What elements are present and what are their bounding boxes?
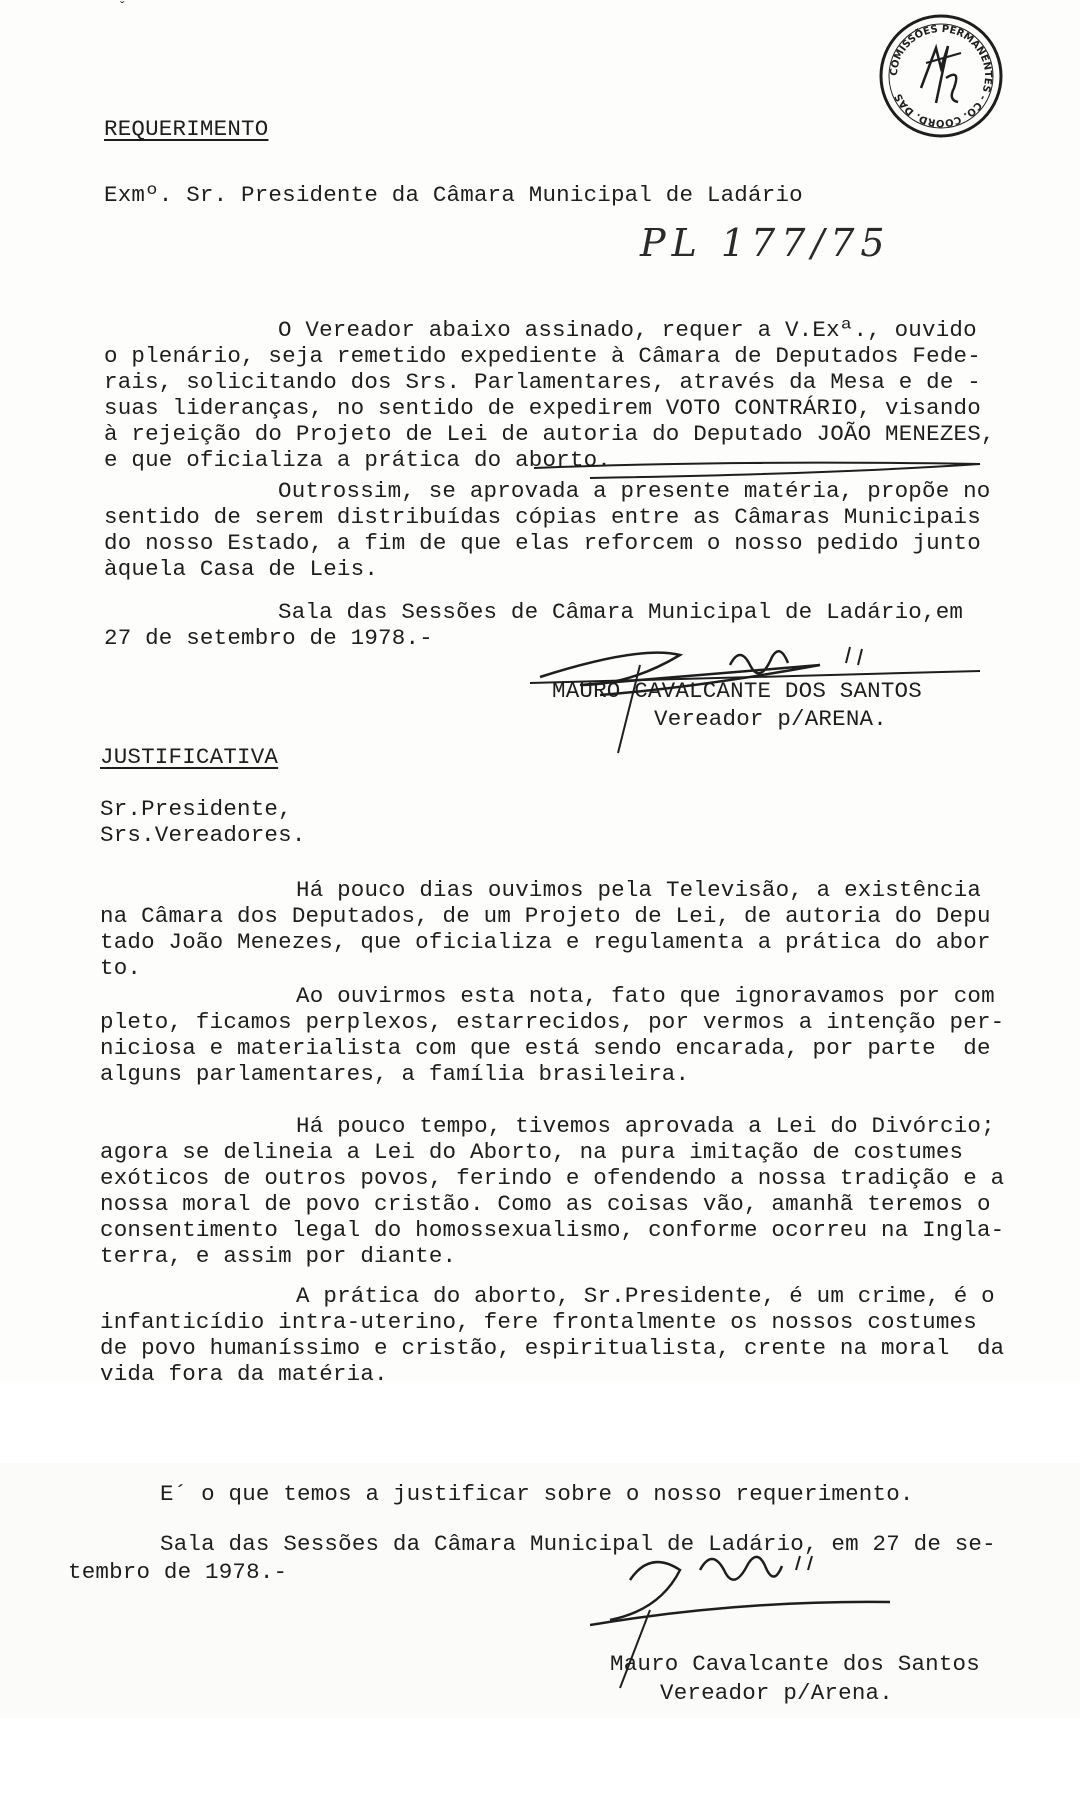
handwritten-reference: PL 177/75 <box>640 221 891 265</box>
scan-mark: ˇ <box>118 0 127 16</box>
just-line-14: terra, e assim por diante. <box>100 1243 457 1269</box>
closing-line: E´ o que temos a justificar sobre o nosso requerimento. <box>160 1481 914 1507</box>
closing-date: tembro de 1978.- <box>68 1559 288 1585</box>
signer-name-2: Mauro Cavalcante dos Santos <box>610 1651 980 1677</box>
req-line-10: àquela Casa de Leis. <box>104 556 379 582</box>
req-line-7: Outrossim, se aprovada a presente matéria, propõe no <box>278 478 991 504</box>
req-line-6: e que oficializa a prática do aborto. <box>104 447 611 473</box>
page-gap <box>0 1383 1080 1463</box>
closing-sala: Sala das Sessões da Câmara Municipal de Ladário, em 27 de se- <box>160 1531 996 1557</box>
just-line-7: niciosa e materialista com que está sendo encarada, por parte de <box>100 1035 991 1061</box>
just-line-17: de povo humaníssimo e cristão, espiritualista, crente na moral da <box>100 1335 1005 1361</box>
just-line-5: Ao ouvirmos esta nota, fato que ignoravamos por com <box>296 983 995 1009</box>
heading-justificativa: JUSTIFICATIVA <box>100 744 279 770</box>
signer-name-1: MAURO CAVALCANTE DOS SANTOS <box>552 678 922 704</box>
just-line-4: to. <box>100 955 142 981</box>
req-line-9: do nosso Estado, a fim de que elas reforcem o nosso pedido junto <box>104 530 981 556</box>
signer-role-2: Vereador p/Arena. <box>660 1680 893 1706</box>
just-line-3: tado João Menezes, que oficializa e regulamenta a prática do abor <box>100 929 991 955</box>
just-line-6: pleto, ficamos perplexos, estarrecidos, por vermos a intenção per- <box>100 1009 1005 1035</box>
just-line-16: infanticídio intra-uterino, fere frontalmente os nossos costumes <box>100 1309 977 1335</box>
req-line-5: à rejeição do Projeto de Lei de autoria do Deputado JOÃO MENEZES, <box>104 421 995 447</box>
just-line-10: agora se delineia a Lei do Aborto, na pura imitação de costumes <box>100 1139 964 1165</box>
just-line-15: A prática do aborto, Sr.Presidente, é um crime, é o <box>296 1283 995 1309</box>
stamp-text: COMISSÕES PERMANENTES - CO. COORD. DAS <box>888 23 994 129</box>
req-line-8: sentido de serem distribuídas cópias entre as Câmaras Municipais <box>104 504 981 530</box>
just-line-12: nossa moral de povo cristão. Como as coisas vão, amanhã teremos o <box>100 1191 991 1217</box>
signer-role-1: Vereador p/ARENA. <box>654 706 887 732</box>
just-line-1: Há pouco dias ouvimos pela Televisão, a existência <box>296 877 982 903</box>
req-date: 27 de setembro de 1978.- <box>104 625 433 651</box>
just-line-8: alguns parlamentares, a família brasileira. <box>100 1061 690 1087</box>
just-line-18: vida fora da matéria. <box>100 1361 388 1387</box>
just-line-13: consentimento legal do homossexualismo, conforme ocorreu na Ingla- <box>100 1217 1005 1243</box>
req-line-2: o plenário, seja remetido expediente à Câmara de Deputados Fede- <box>104 343 981 369</box>
req-sala: Sala das Sessões de Câmara Municipal de Ladário,em <box>278 599 964 625</box>
just-line-9: Há pouco tempo, tivemos aprovada a Lei do Divórcio; <box>296 1113 995 1139</box>
salutation: Exmº. Sr. Presidente da Câmara Municipal de Ladário <box>104 182 803 208</box>
addressee-2: Srs.Vereadores. <box>100 822 306 848</box>
req-line-4: suas lideranças, no sentido de expedirem VOTO CONTRÁRIO, visando <box>104 395 981 421</box>
heading-requerimento: REQUERIMENTO <box>104 116 269 142</box>
req-line-3: rais, solicitando dos Srs. Parlamentares, através da Mesa e de - <box>104 369 981 395</box>
addressee-1: Sr.Presidente, <box>100 796 292 822</box>
req-line-1: O Vereador abaixo assinado, requer a V.Exª., ouvido <box>278 317 977 343</box>
committee-stamp <box>866 8 1016 148</box>
just-line-2: na Câmara dos Deputados, de um Projeto de Lei, de autoria do Depu <box>100 903 991 929</box>
just-line-11: exóticos de outros povos, ferindo e ofendendo a nossa tradição e a <box>100 1165 1005 1191</box>
